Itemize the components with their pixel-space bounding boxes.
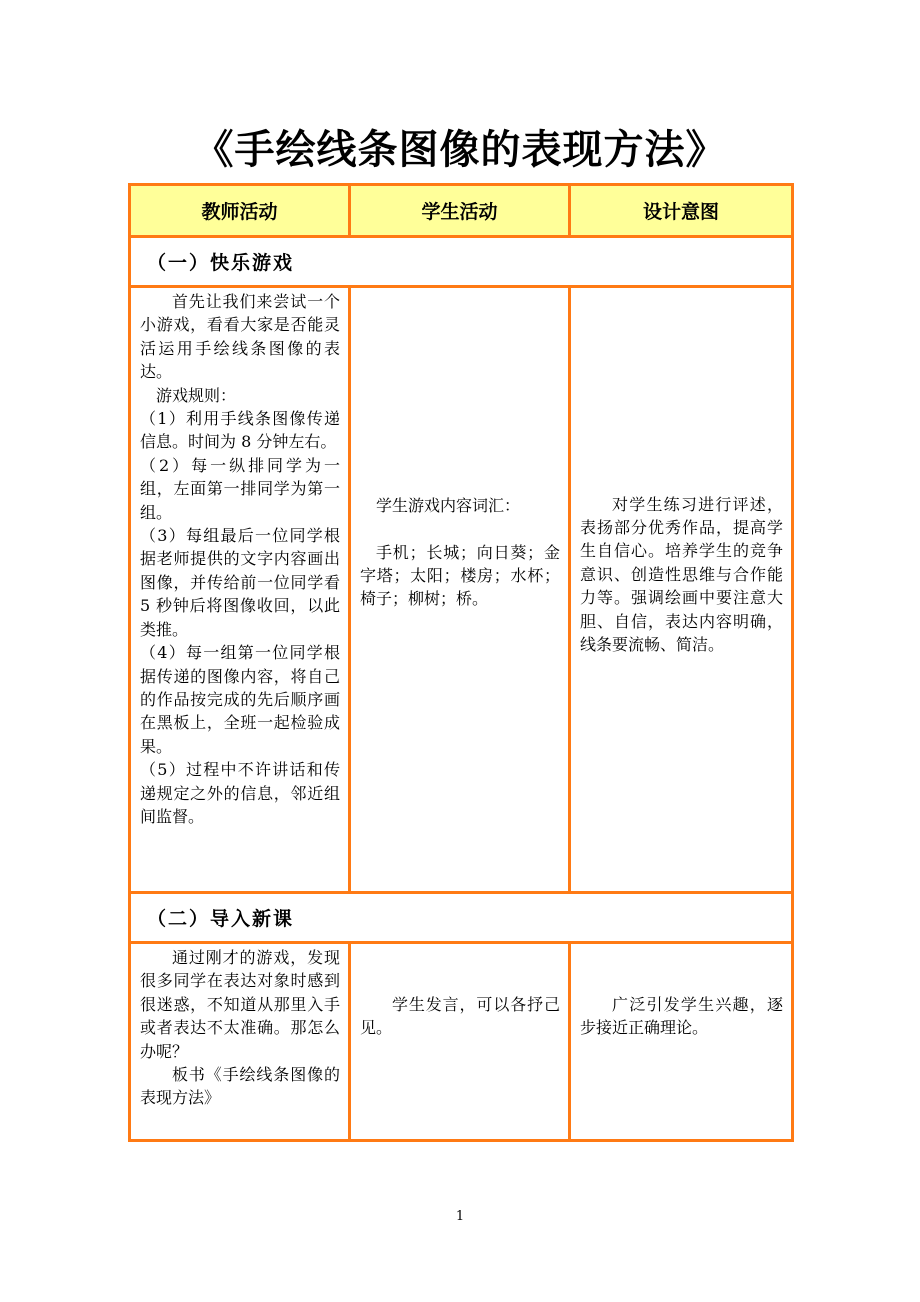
teacher-activity-cell-1	[130, 287, 350, 893]
student-activity-cell-1	[350, 287, 570, 893]
section-row-1	[130, 237, 793, 287]
table-row	[130, 943, 793, 1141]
page-number: 1	[455, 1209, 465, 1224]
blackboard-title-text: 板书《手绘线条图像的表现方法》	[140, 1065, 340, 1108]
game-rule-3: （3）每组最后一位同学根据老师提供的文字内容画出图像，并传给前一位同学看 5 秒钟后将图像收回，以此类推。	[140, 526, 340, 639]
spacer-line	[360, 518, 560, 541]
table-row	[130, 287, 793, 893]
teacher-intro-text: 首先让我们来尝试一个小游戏，看看大家是否能灵活运用手绘线条图像的表达。	[140, 292, 340, 382]
header-design-intent: 设计意图	[570, 185, 793, 237]
lesson-plan-table	[128, 183, 794, 1142]
game-rule-2: （2）每一纵排同学为一组，左面第一排同学为第一组。	[140, 455, 340, 522]
table-header-row	[130, 185, 793, 237]
teacher-intro-text-2: 通过刚才的游戏，发现很多同学在表达对象时感到很迷惑，不知道从那里入手或者表达不太准确。那怎么办呢？	[140, 948, 340, 1061]
document-title: 《手绘线条图像的表现方法》	[193, 127, 727, 173]
section-row-2	[130, 893, 793, 943]
student-vocab-title: 学生游戏内容词汇：	[376, 496, 521, 516]
section-heading-2: （二）导入新课	[130, 893, 793, 943]
student-vocab-words: 手机；长城；向日葵；金字塔；太阳；楼房；水杯；椅子；柳树；桥。	[360, 542, 560, 609]
student-response-text: 学生发言，可以各抒己见。	[360, 995, 560, 1038]
teacher-activity-cell-2	[130, 943, 350, 1141]
student-activity-cell-2	[350, 943, 570, 1141]
game-rule-1: （1）利用手线条图像传递信息。时间为 8 分钟左右。	[140, 409, 340, 452]
section-heading-1: （一）快乐游戏	[130, 237, 793, 287]
header-student-activity: 学生活动	[350, 185, 570, 237]
design-intent-text-1: 对学生练习进行评述，表扬部分优秀作品，提高学生自信心。培养学生的竞争意识、创造性思维与合作能力等。强调绘画中要注意大胆、自信，表达内容明确，线条要流畅、简洁。	[580, 494, 783, 655]
header-teacher-activity: 教师活动	[130, 185, 350, 237]
game-rule-4: （4）每一组第一位同学根据传递的图像内容，将自己的作品按完成的先后顺序画在黑板上，全班一起检验成果。	[140, 643, 340, 756]
design-intent-cell-2	[570, 943, 793, 1141]
design-intent-text-2: 广泛引发学生兴趣，逐步接近正确理论。	[580, 995, 783, 1038]
design-intent-cell-1	[570, 287, 793, 893]
game-rules-title: 游戏规则：	[156, 385, 237, 405]
game-rule-5: （5）过程中不许讲话和传递规定之外的信息，邻近组间监督。	[140, 760, 340, 826]
